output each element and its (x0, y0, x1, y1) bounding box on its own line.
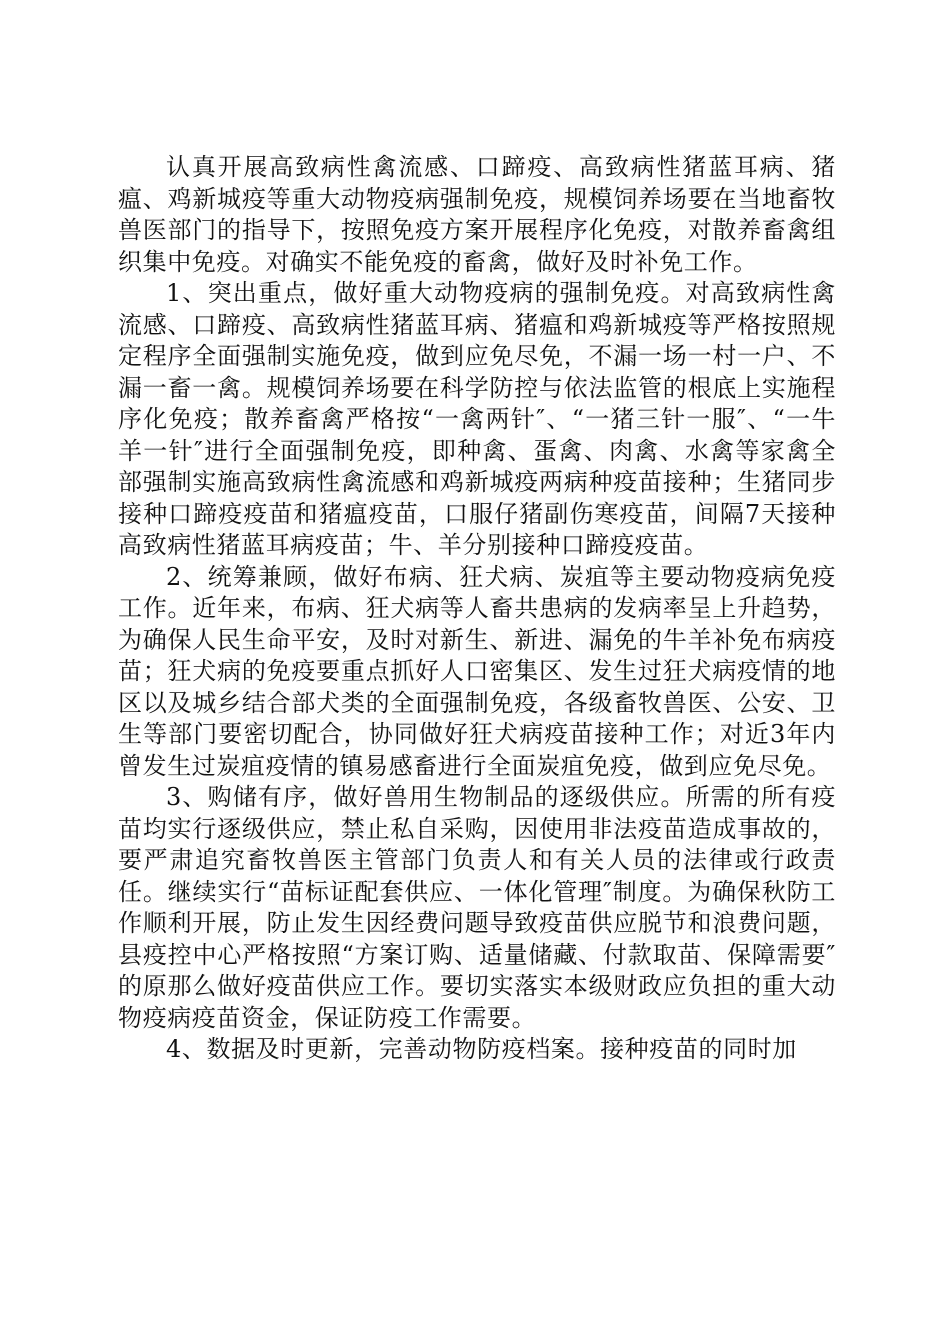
paragraph-item-2: 2、统筹兼顾，做好布病、狂犬病、炭疽等主要动物疫病免疫工作。近年来，布病、狂犬病等人畜共患病的发病率呈上升趋势，为确保人民生命平安，及时对新生、新进、漏免的牛羊补免布病疫苗；狂犬病的免疫要重点抓好人口密集区、发生过狂犬病疫情的地区以及城乡结合部犬类的全面强制免疫，各级畜牧兽医、公安、卫生等部门要密切配合，协同做好狂犬病疫苗接种工作；对近3年内曾发生过炭疽疫情的镇易感畜进行全面炭疽免疫，做到应免尽免。 (118, 562, 836, 780)
paragraph-item-1: 1、突出重点，做好重大动物疫病的强制免疫。对高致病性禽流感、口蹄疫、高致病性猪蓝耳病、猪瘟和鸡新城疫等严格按照规定程序全面强制实施免疫，做到应免尽免，不漏一场一村一户、不漏一畜一禽。规模饲养场要在科学防控与依法监管的根底上实施程序化免疫；散养畜禽严格按“一禽两针″、“一猪三针一服″、“一牛羊一针″进行全面强制免疫，即种禽、蛋禽、肉禽、水禽等家禽全部强制实施高致病性禽流感和鸡新城疫两病种疫苗接种；生猪同步接种口蹄疫疫苗和猪瘟疫苗，口服仔猪副伤寒疫苗，间隔7天接种高致病性猪蓝耳病疫苗；牛、羊分别接种口蹄疫疫苗。 (118, 279, 836, 559)
paragraph-item-3: 3、购储有序，做好兽用生物制品的逐级供应。所需的所有疫苗均实行逐级供应，禁止私自采购，因使用非法疫苗造成事故的，要严肃追究畜牧兽医主管部门负责人和有关人员的法律或行政责任。继续实行“苗标证配套供应、一体化管理″制度。为确保秋防工作顺利开展，防止发生因经费问题导致疫苗供应脱节和浪费问题，县疫控中心严格按照“方案订购、适量储藏、付款取苗、保障需要″的原那么做好疫苗供应工作。要切实落实本级财政应负担的重大动物疫病疫苗资金，保证防疫工作需要。 (118, 783, 836, 1032)
document-body (118, 152, 836, 1066)
paragraph-intro: 认真开展高致病性禽流感、口蹄疫、高致病性猪蓝耳病、猪瘟、鸡新城疫等重大动物疫病强制免疫，规模饲养场要在当地畜牧兽医部门的指导下，按照免疫方案开展程序化免疫，对散养畜禽组织集中免疫。对确实不能免疫的畜禽，做好及时补免工作。 (118, 153, 836, 276)
paragraph-item-4: 4、数据及时更新，完善动物防疫档案。接种疫苗的同时加 (166, 1035, 797, 1063)
